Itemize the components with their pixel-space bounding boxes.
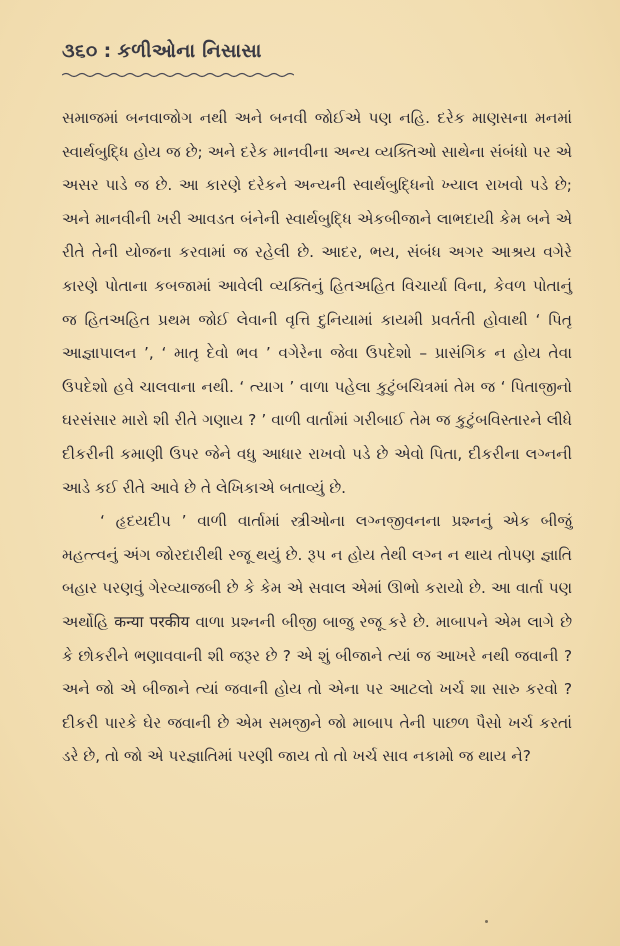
body-text [62,102,572,774]
header-wavy-rule [62,72,294,78]
page-number: ૩૬૦ [62,40,98,62]
running-header [62,40,262,74]
print-speck [485,920,488,923]
paragraph: ‘ હૃદયદીપ ’ વાળી વાર્તામાં સ્ત્રીઓના લગ્નજીવનના પ્રશ્નનું એક બીજું મહત્ત્વનું અંગ જોરદારીથી રજૂ થયું છે. રૂપ ન હોય તેથી લગ્ન ન થાય તોપણ જ્ઞાતિ બહાર પરણવું ગેરવ્યાજબી છે કે કેમ એ સવાલ એમાં ઊભો કરાયો છે. આ વાર્તા પણ અર્થોહિ कन्या परकीय વાળા પ્રશ્નની બીજી બાજુ રજૂ કરે છે. માબાપને એમ લાગે છે કે છોકરીને ભણાવવાની શી જરૂર છે ? એ શું બીજાને ત્યાં જ આખરે નથી જવાની ? અને જો એ બીજાને ત્યાં જવાની હોય તો એના પર આટલો ખર્ચ શા સારુ કરવો ? દીકરી પારકે ઘેર જવાની છે એમ સમજીને જો માબાપ તેની પાછળ પૈસો ખર્ચ કરતાં ડરે છે, તો જો એ પરજ્ઞાતિમાં પરણી જાય તો તો ખર્ચ સાવ નકામો જ થાય ને? [62,512,572,766]
paragraph: સમાજમાં બનવાજોગ નથી અને બનવી જોઈએ પણ નહિ. દરેક માણસના મનમાં સ્વાર્થબુદ્ધિ હોય જ છે; અને દરેક માનવીના અન્ય વ્યક્તિઓ સાથેના સંબંધો પર એ અસર પાડે જ છે. આ કારણે દરેકને અન્યની સ્વાર્થબુદ્ધિનો ખ્યાલ રાખવો પડે છે; અને માનવીની ખરી આવડત બંનેની સ્વાર્થબુદ્ધિ એકબીજાને લાભદાયી કેમ બને એ રીતે તેની યોજના કરવામાં જ રહેલી છે. આદર, ભય, સંબંધ અગર આશ્રય વગેરે કારણે પોતાના કબજામાં આવેલી વ્યક્તિનું હિતઅહિત વિચાર્યા વિના, કેવળ પોતાનું જ હિતઅહિત પ્રથમ જોઈ લેવાની વૃત્તિ દુનિયામાં કાયમી પ્રવર્તતી હોવાથી ‘ પિતૃ આજ્ઞાપાલન ’, ‘ માતૃ દેવો ભવ ’ વગેરેના જેવા ઉપદેશો – પ્રાસંગિક ન હોય તેવા ઉપદેશો હવે ચાલવાના નથી. ‘ ત્યાગ ’ વાળા પહેલા કુટુંબચિત્રમાં તેમ જ ‘ પિતાજીનો ઘરસંસાર મારો શી રીતે ગણાય ? ’ વાળી વાર્તામાં ગરીબાઈ તેમ જ કુટુંબવિસ્તારને લીધે દીકરીની કમાણી ઉપર જેને વધુ આધાર રાખવો પડે છે એવો પિતા, દીકરીના લગ્નની આડે કઈ રીતે આવે છે તે લેખિકાએ બતાવ્યું છે. [62,109,572,497]
header-separator: : [103,40,112,62]
running-title: કળીઓના નિસાસા [117,40,262,62]
